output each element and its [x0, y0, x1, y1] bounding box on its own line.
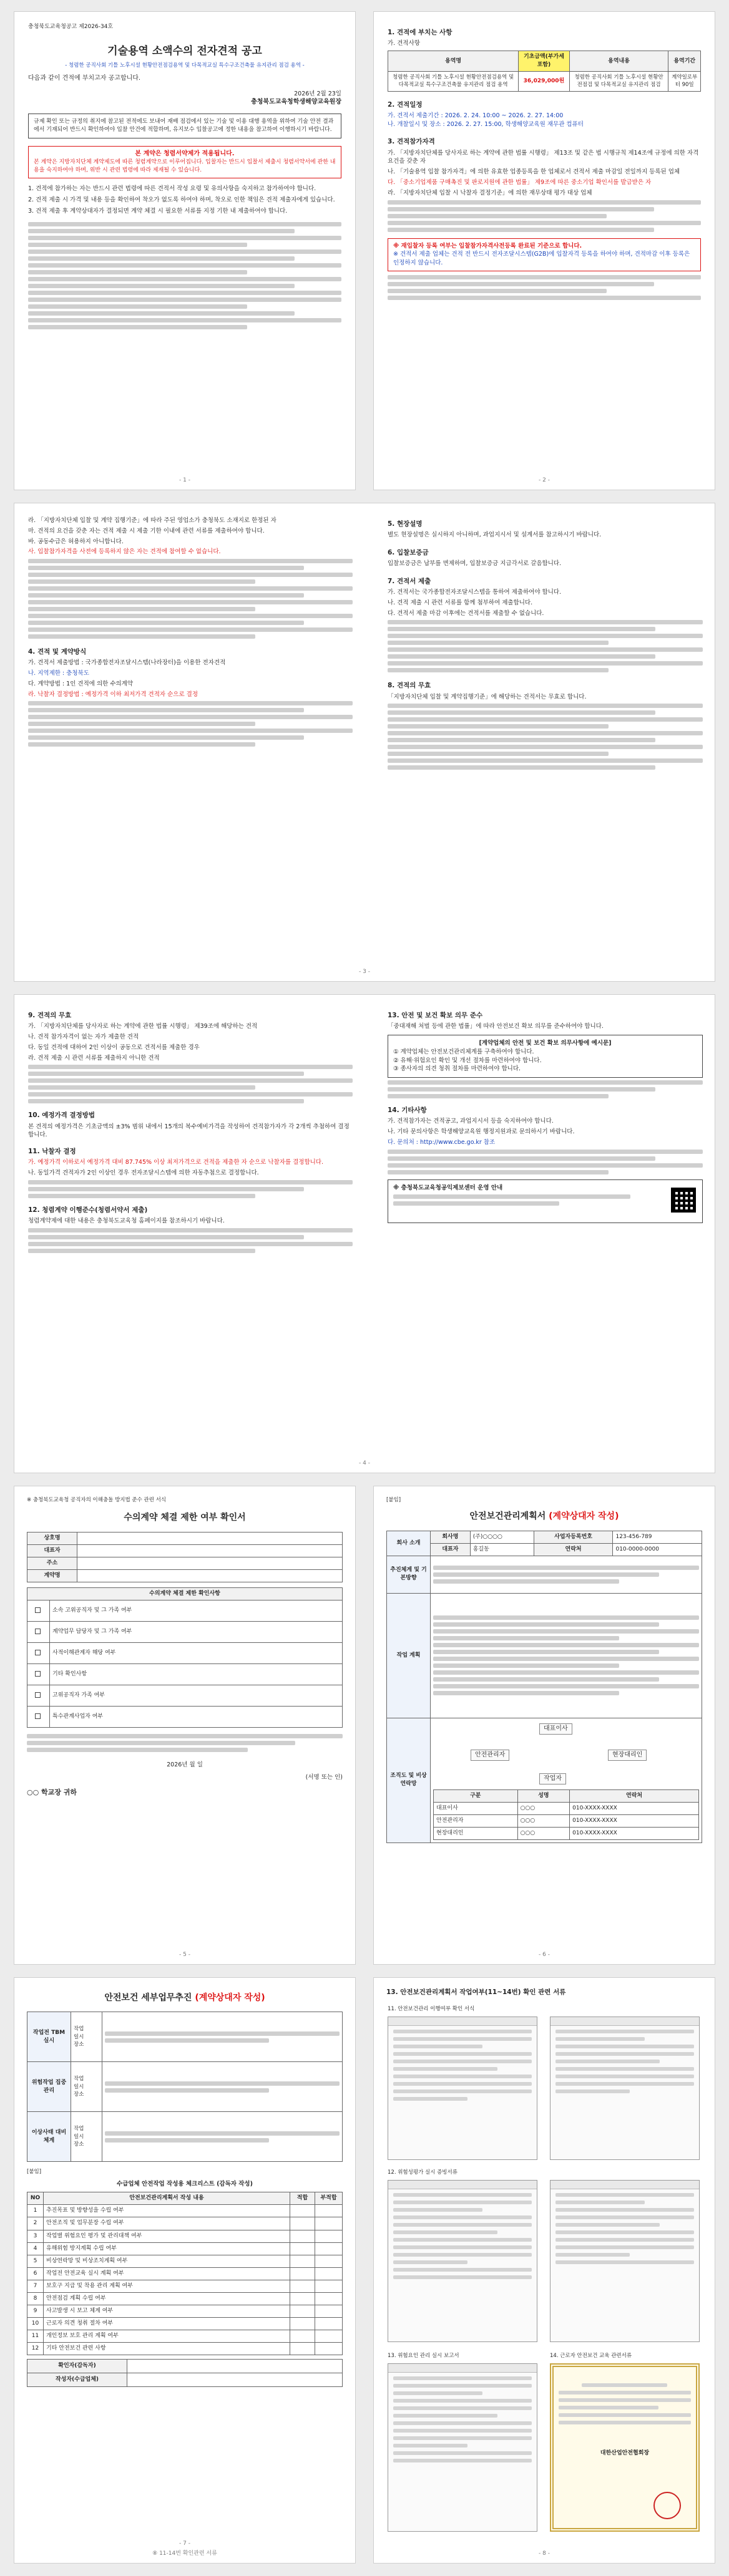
contact-cell: ○○○ [517, 1827, 570, 1839]
table-row [27, 1621, 343, 1642]
sign-label: (서명 또는 인) [305, 1773, 343, 1781]
section-5-text: 별도 현장설명은 실시하지 아니하며, 과업지시서 및 설계서를 참고하시기 바랍니다. [388, 531, 602, 539]
page-4-left-column [28, 1006, 353, 1256]
table-row [434, 1802, 699, 1814]
list-item: 가. 견적참가자는 견적공고, 과업지시서 등을 숙지하여야 합니다. [388, 1118, 554, 1125]
table-row [27, 1685, 343, 1706]
checklist-pass[interactable] [290, 2342, 315, 2355]
numbered-item: 2. 견적 제출 시 가격 및 내용 등을 확인하여 착오가 없도록 하여야 하며, 착오로 인한 책임은 견적 제출자에게 있습니다. [28, 196, 335, 204]
contact-cell: 010-XXXX-XXXX [570, 1827, 699, 1839]
sub-label: 장소 [74, 2091, 84, 2098]
checklist-fail[interactable] [315, 2305, 343, 2317]
form-note: ※ 충청북도교육청 공직자의 이해충돌 방지법 준수 관련 서식 [27, 1497, 167, 1503]
side-label: 조직도 및 비상연락망 [387, 1718, 431, 1842]
qualification-item: 다. 「중소기업제품 구매촉진 및 판로지원에 관한 법률」 제9조에 따른 중소기업 확인서를 발급받은 자 [388, 178, 652, 186]
addressee: ○○ 학교장 귀하 [27, 1788, 77, 1797]
detail-title [27, 1992, 343, 2004]
list-item: ① 계약업체는 안전보건관리체계를 구축하여야 합니다. [393, 1048, 534, 1055]
checklist-pass[interactable] [290, 2305, 315, 2317]
list-item: 가. 견적서 제출방법 : 국가종합전자조달시스템(나라장터)을 이용한 전자견적 [28, 659, 226, 667]
section-6-title: 6. 입찰보증금 [388, 548, 429, 556]
checklist-no: 2 [27, 2217, 44, 2230]
org-box: 대표이사 [539, 1723, 572, 1735]
contact-cell: 안전관리자 [434, 1814, 518, 1827]
evidence-caption: 13. 위험요인 관리 실시 보고서 [388, 2353, 459, 2359]
page-5 [14, 1486, 356, 1965]
detail-label: 위험작업 집중관리 [27, 2062, 71, 2112]
checklist-fail[interactable] [315, 2342, 343, 2355]
checklist-fail[interactable] [315, 2230, 343, 2242]
checklist-pass[interactable] [290, 2217, 315, 2230]
checklist-pass[interactable] [290, 2280, 315, 2292]
section-8-title: 8. 견적의 무효 [388, 682, 431, 690]
checklist-pass[interactable] [290, 2292, 315, 2305]
integrity-notice [28, 146, 341, 179]
checklist-row [27, 2317, 343, 2330]
checklist-fail[interactable] [315, 2267, 343, 2280]
body-text-placeholder [433, 1615, 699, 1695]
qualification-notes [388, 238, 701, 271]
seal-stamp [653, 2492, 681, 2519]
section-3-title: 3. 견적참가자격 [388, 138, 435, 146]
page-title: 기술용역 소액수의 전자견적 공고 [107, 45, 262, 58]
section-12-text: 청렴계약제에 대한 내용은 충청북도교육청 홈페이지를 참조하시기 바랍니다. [28, 1218, 225, 1224]
page-1 [14, 11, 356, 490]
page-number: - 8 - [539, 2550, 550, 2557]
org-box: 작업자 [539, 1773, 566, 1785]
side-label: 추진체계 및 기본방향 [387, 1556, 431, 1593]
section-12-title: 12. 청렴계약 이행준수(청렴서약서 제출) [28, 1206, 148, 1214]
section-1-sub: 가. 견적사항 [388, 40, 420, 47]
list-item: 나. 견적 제출 시 관련 서류를 함께 첨부하여 제출합니다. [388, 599, 533, 606]
page-number: - 7 - [179, 2540, 190, 2547]
contact-cell: 대표이사 [434, 1802, 518, 1814]
field-label: 사업자등록번호 [534, 1531, 613, 1543]
evidence-title: 13. 안전보건관리계획서 작업여부(11~14번) 확인 관련 서류 [386, 1988, 566, 1996]
sub-label: 일시 [74, 2033, 84, 2040]
evidence-caption: 12. 위험성평가 실시 증빙서류 [388, 2169, 457, 2176]
table-header: 용역명 [388, 51, 519, 71]
contact-cell: ○○○ [517, 1814, 570, 1827]
checklist-title: 수급업체 안전작업 작성용 체크리스트 (감독자 작성) [117, 2180, 253, 2187]
info-table [27, 1532, 343, 1582]
checklist-no: 7 [27, 2280, 44, 2292]
side-label: 회사 소개 [387, 1531, 431, 1556]
section-5-title: 5. 현장설명 [388, 520, 423, 528]
whistleblower-box [388, 1179, 703, 1223]
list-item: ③ 종사자의 의견 청취 절차를 마련하여야 합니다. [393, 1065, 521, 1073]
checklist-no: 6 [27, 2267, 44, 2280]
section-2-title: 2. 견적일정 [388, 100, 423, 109]
page-number: - 3 - [359, 968, 370, 975]
section-1-title: 1. 견적에 부치는 사항 [388, 29, 453, 36]
table-header: 용역내용 [569, 51, 668, 71]
org-name: 충청북도교육청학생해양교육원장 [251, 99, 341, 106]
check-item: 소속 고위공직자 및 그 가족 여부 [50, 1600, 343, 1621]
checklist-no: 5 [27, 2255, 44, 2267]
checklist-pass[interactable] [290, 2205, 315, 2217]
org-box: 안전관리자 [471, 1750, 509, 1761]
checklist-row [27, 2330, 343, 2342]
safety-duty-title: [계약업체의 안전 및 보건 확보 의무사항에 예시문] [479, 1039, 612, 1047]
contact-cell: ○○○ [517, 1802, 570, 1814]
table-header: 용역기간 [668, 51, 701, 71]
checklist-item: 작업별 위험요인 평가 및 관리대책 여부 [44, 2230, 290, 2242]
plan-table [386, 1531, 702, 1843]
plan-title [386, 1510, 702, 1523]
table-row [434, 1827, 699, 1839]
checklist-item: 기타 안전보건 관련 사항 [44, 2342, 290, 2355]
sub-label: 작업 [74, 2126, 84, 2133]
checklist-item: 비상연락망 및 비상조치계획 여부 [44, 2255, 290, 2267]
certificate-thumbnail [550, 2363, 700, 2532]
list-item: 라. 「지방자치단체 입찰 및 계약 집행기준」에 따라 주된 영업소가 충청북도 소재지로 한정된 자 [28, 517, 276, 524]
checklist-pass[interactable] [290, 2242, 315, 2255]
contact-cell: 현장대리인 [434, 1827, 518, 1839]
qualification-item: 나. 「기술용역 입찰 참가자격」에 의한 유효한 업종등록을 한 업체로서 견적서 제출 마감일 전일까지 등록된 업체 [388, 168, 680, 176]
schedule-item: 나. 개찰일시 및 장소 : 2026. 2. 27. 15:00, 학생해양교육원 재무관 컴퓨터 [388, 120, 584, 128]
info-value[interactable] [77, 1532, 343, 1544]
checklist-no: 1 [27, 2205, 44, 2217]
checklist-no: 12 [27, 2342, 44, 2355]
org-chart [433, 1721, 699, 1789]
table-cell: 36,029,000원 [519, 72, 570, 92]
evidence-caption: 11. 안전보건관리 이행여부 확인 서식 [388, 2006, 475, 2012]
list-item: 마. 견적의 요건을 갖춘 자는 견적 제출 시 제출 기한 이내에 관련 서류를 제출하여야 합니다. [28, 527, 265, 535]
list-item: 가. 견적서는 국가종합전자조달시스템을 통하여 제출하여야 합니다. [388, 589, 562, 596]
list-item: 나. 견적 참가자격이 없는 자가 제출한 견적 [28, 1033, 139, 1040]
body-text-placeholder [388, 1080, 703, 1098]
checklist-item: 작업전 안전교육 실시 계획 여부 [44, 2267, 290, 2280]
notice-number: 충청북도교육청공고 제2026-34호 [28, 24, 114, 30]
list-item: 다. 동일 견적에 대하여 2인 이상이 공동으로 견적서를 제출한 경우 [28, 1043, 200, 1051]
checklist-item: 근로자 의견 청취 절차 여부 [44, 2317, 290, 2330]
evidence-caption: 14. 근로자 안전보건 교육 관련서류 [550, 2353, 632, 2359]
table-row [27, 1706, 343, 1727]
estimate-table [388, 51, 701, 92]
checklist-fail[interactable] [315, 2217, 343, 2230]
checklist-fail[interactable] [315, 2205, 343, 2217]
checklist-row [27, 2342, 343, 2355]
list-item: 나. 지역제한 : 충청북도 [28, 670, 89, 677]
section-9-title: 9. 견적의 무효 [28, 1012, 72, 1019]
list-item: 라. 낙찰자 결정방법 : 예정가격 이하 최저가격 견적자 순으로 결정 [28, 690, 198, 698]
checklist-row [27, 2305, 343, 2317]
info-label: 주소 [27, 1557, 77, 1569]
contact-header: 연락처 [570, 1789, 699, 1802]
body-text-placeholder [433, 1566, 699, 1584]
body-text-placeholder [105, 2131, 340, 2143]
checklist-item: 안전점검 계획 수립 여부 [44, 2292, 290, 2305]
detail-label: 이상사태 대비 체계 [27, 2112, 71, 2162]
field-value: 010-0000-0000 [613, 1543, 702, 1556]
table-row [27, 1642, 343, 1663]
check-item: 계약업무 담당자 및 그 가족 여부 [50, 1621, 343, 1642]
section-6-text: 입찰보증금은 납부를 면제하며, 입찰보증금 지급각서로 갈음합니다. [388, 560, 562, 568]
list-item: ② 유해·위험요인 확인 및 개선 절차를 마련하여야 합니다. [393, 1057, 542, 1064]
checklist-row [27, 2217, 343, 2230]
body-text-placeholder [28, 222, 341, 329]
document-thumbnail [388, 2017, 537, 2160]
table-row [388, 72, 701, 92]
section-13-text: 「중대재해 처벌 등에 관한 법률」에 따라 안전보건 확보 의무를 준수하여야 합니다. [388, 1023, 604, 1030]
checklist-row [27, 2267, 343, 2280]
page-4-right-column [388, 1006, 703, 1223]
body-text-placeholder [388, 275, 701, 300]
page-7 [14, 1977, 356, 2564]
checklist-item: 개인정보 보호 관리 계획 여부 [44, 2330, 290, 2342]
checklist-fail[interactable] [315, 2317, 343, 2330]
document-thumbnail [550, 2180, 700, 2342]
org-box: 현장대리인 [608, 1750, 647, 1761]
bottom-caption: ⑧ 11-14번 확인관련 서류 [152, 2550, 217, 2557]
checklist-row [27, 2205, 343, 2217]
field-label: 연락처 [534, 1543, 613, 1556]
checklist-pass[interactable] [290, 2255, 315, 2267]
table-cell: 청렴한 공직사회 기틀 노후시설 현황안전점검용역 및 다목적교실 특수구조건축물 유지관리 점검 용역 [388, 72, 519, 92]
whistleblower-title: ※ 충청북도교육청공익제보센터 운영 안내 [393, 1184, 503, 1191]
body-text-placeholder [28, 1065, 353, 1103]
body-text-placeholder [388, 1150, 703, 1174]
document-thumbnail [550, 2017, 700, 2160]
checklist-no: 8 [27, 2292, 44, 2305]
contact-table [433, 1789, 699, 1840]
sub-label: 장소 [74, 2141, 84, 2147]
table-header: 기초금액(부가세포함) [519, 51, 570, 71]
sign-label: 작성자(수급업체) [27, 2373, 127, 2386]
section-4-title: 4. 견적 및 계약방식 [28, 648, 87, 656]
checklist-header: 부적합 [315, 2192, 343, 2205]
checkbox[interactable] [35, 1671, 41, 1677]
qualification-item: 라. 「지방자치단체 입찰 시 낙찰자 결정기준」에 의한 재무상태 평가 대상 업체 [388, 189, 592, 196]
contact-header: 성명 [517, 1789, 570, 1802]
document-thumbnail [388, 2180, 537, 2342]
checklist-pass[interactable] [290, 2267, 315, 2280]
checklist-no: 10 [27, 2317, 44, 2330]
page-3-right-column [388, 515, 703, 772]
page-number: - 2 - [539, 477, 550, 483]
checklist-item: 보호구 지급 및 착용 관리 계획 여부 [44, 2280, 290, 2292]
numbered-list [28, 185, 341, 215]
page-subtitle: - 청렴한 공직사회 기틀 노후시설 현황안전점검용역 및 다목적교실 특수구조건축물 유지관리 점검 용역 - [65, 62, 305, 69]
list-item: 다. 견적서 제출 마감 이후에는 견적서를 제출할 수 없습니다. [388, 609, 544, 617]
checklist-fail[interactable] [315, 2280, 343, 2292]
checkbox[interactable] [35, 1629, 41, 1634]
checklist-row [27, 2292, 343, 2305]
body-text-placeholder [28, 559, 353, 639]
list-item: 나. 기타 문의사항은 학생해양교육원 행정지원과로 문의하시기 바랍니다. [388, 1128, 575, 1136]
field-value: 홍길동 [470, 1543, 534, 1556]
integrity-notice-title: 본 계약은 청렴서약제가 적용됩니다. [135, 150, 235, 157]
checklist-row [27, 2280, 343, 2292]
document-thumbnail [388, 2363, 537, 2532]
page-4 [14, 994, 715, 1473]
sign-field[interactable] [127, 2373, 343, 2386]
body-text-placeholder [388, 200, 701, 232]
page-6 [373, 1486, 715, 1965]
checkbox[interactable] [35, 1713, 41, 1719]
contact-header: 구분 [434, 1789, 518, 1802]
detail-title-main: 안전보건 세부업무추진 [104, 1993, 192, 2003]
qualification-item: 가. 「지방자치단체를 당사자로 하는 계약에 관한 법률 시행령」 제13조 및 같은 법 시행규칙 제14조에 규정에 의한 자격요건을 갖춘 자 [388, 149, 699, 165]
plan-title-main: 안전보건관리계획서 [469, 1511, 546, 1522]
body-text-placeholder [27, 1734, 343, 1752]
safety-duty-box [388, 1035, 703, 1078]
info-value[interactable] [77, 1544, 343, 1557]
sub-label: 장소 [74, 2041, 84, 2048]
numbered-item: 3. 견적 제출 후 계약상대자가 결정되면 계약 체결 시 필요한 서류를 지정 기한 내 제출하여야 합니다. [28, 207, 288, 215]
checklist-row [27, 2230, 343, 2242]
schedule-item: 가. 견적서 제출기간 : 2026. 2. 24. 10:00 ~ 2026. 2. 27. 14:00 [388, 112, 564, 119]
integrity-notice-text: 본 계약은 지방자치단체 계약제도에 따른 청렴계약으로 이루어집니다. 입찰자는 반드시 입찰서 제출시 청렴서약서에 관한 내용을 숙지하여야 하며, 위반 시 관련 법령에 따라 제재될 수 있습니다. [34, 159, 336, 174]
intro-text: 다음과 같이 견적에 부치고자 공고합니다. [28, 75, 141, 82]
detail-label: 작업전 TBM 실시 [27, 2012, 71, 2062]
field-value: (주)○○○○ [470, 1531, 534, 1543]
checklist-pass[interactable] [290, 2330, 315, 2342]
checklist-header: NO [27, 2192, 44, 2205]
sign-label: 확인자(감독자) [27, 2359, 127, 2373]
sub-label: 작업 [74, 2026, 84, 2033]
checklist-row [27, 2255, 343, 2267]
check-item: 사적이해관계자 해당 여부 [50, 1642, 343, 1663]
sign-date: 2026년 월 일 [167, 1761, 203, 1768]
list-item: 사. 입찰참가자격을 사전에 등록하지 않은 자는 견적에 참여할 수 없습니다. [28, 548, 221, 556]
list-item: 나. 동일가격 견적자가 2인 이상인 경우 전자조달시스템에 의한 자동추첨으로 결정합니다. [28, 1169, 259, 1177]
checklist-row [27, 2242, 343, 2255]
check-table [27, 1587, 343, 1728]
checklist-item: 유해위험 방지계획 수립 여부 [44, 2242, 290, 2255]
section-8-text: 「지방자치단체 입찰 및 계약집행기준」에 해당하는 견적서는 무효로 합니다. [388, 693, 587, 700]
section-7-title: 7. 견적서 제출 [388, 577, 431, 585]
table-row [434, 1814, 699, 1827]
checklist-fail[interactable] [315, 2292, 343, 2305]
table-row [27, 1600, 343, 1621]
attachment-tag: [붙임] [27, 2169, 42, 2176]
sign-field[interactable] [127, 2359, 343, 2373]
form-title: 수의계약 체결 제한 여부 확인서 [124, 1513, 246, 1523]
body-text-placeholder [28, 1180, 353, 1198]
checklist-pass[interactable] [290, 2317, 315, 2330]
page-number: - 5 - [179, 1951, 190, 1958]
list-item: 가. 예정가격 이하로서 예정가격 대비 87.745% 이상 최저가격으로 견적을 제출한 자 순으로 낙찰자를 결정합니다. [28, 1159, 323, 1166]
list-item: 가. 「지방자치단체를 당사자로 하는 계약에 관한 법률 시행령」 제39조에 해당하는 견적 [28, 1023, 258, 1030]
side-label: 작업 계획 [387, 1593, 431, 1718]
list-item: 바. 공동수급은 허용하지 아니합니다. [28, 538, 124, 545]
sign-table [27, 2359, 343, 2387]
list-item: 다. 계약방법 : 1인 견적에 의한 수의계약 [28, 680, 134, 687]
check-header: 수의계약 체결 제한 확인사항 [27, 1587, 343, 1600]
body-text-placeholder [28, 701, 353, 747]
info-value[interactable] [77, 1557, 343, 1569]
info-label: 상호명 [27, 1532, 77, 1544]
info-label: 대표자 [27, 1544, 77, 1557]
checklist-header: 안전보건관리계획서 작성 내용 [44, 2192, 290, 2205]
detail-title-note: (계약상대자 작성) [195, 1993, 265, 2003]
checklist-item: 안전조직 및 업무분장 수립 여부 [44, 2217, 290, 2230]
section-10-title: 10. 예정가격 결정방법 [28, 1111, 95, 1120]
check-item: 기타 확인사항 [50, 1663, 343, 1685]
sub-label: 일시 [74, 2133, 84, 2140]
numbered-item: 1. 견적에 참가하는 자는 반드시 관련 법령에 따른 견적서 작성 요령 및 유의사항을 숙지하고 참가하여야 합니다. [28, 185, 316, 193]
page-3-left-column [28, 515, 353, 749]
body-text-placeholder [105, 2031, 340, 2043]
note-1: ※ 재입찰자 등록 여부는 입찰참가자격사전등록 완료된 기준으로 합니다. [393, 242, 582, 249]
page-number: - 4 - [359, 1460, 370, 1466]
note-2: ※ 견적서 제출 업체는 견적 전 반드시 전자조달시스템(G2B)에 입찰자격 등록을 하여야 하며, 견적마감 이후 등록은 인정하지 않습니다. [393, 251, 690, 267]
sub-label: 일시 [74, 2083, 84, 2090]
checkbox[interactable] [35, 1650, 41, 1655]
body-text-placeholder [105, 2081, 340, 2093]
checklist-item: 추진목표 및 방향성을 수립 여부 [44, 2205, 290, 2217]
checklist-header: 적합 [290, 2192, 315, 2205]
field-label: 대표자 [431, 1543, 471, 1556]
checklist-fail[interactable] [315, 2330, 343, 2342]
checkbox[interactable] [35, 1692, 41, 1698]
checklist-fail[interactable] [315, 2242, 343, 2255]
contact-cell: 010-XXXX-XXXX [570, 1814, 699, 1827]
checklist-no: 4 [27, 2242, 44, 2255]
checklist-pass[interactable] [290, 2230, 315, 2242]
attachment-tag: [붙임] [386, 1497, 401, 1503]
page-number: - 1 - [179, 477, 190, 483]
body-text-placeholder [388, 620, 703, 672]
checklist-table [27, 2192, 343, 2355]
checklist-no: 9 [27, 2305, 44, 2317]
list-item: 라. 견적 제출 시 관련 서류를 제출하지 아니한 견적 [28, 1054, 160, 1062]
certificate-issuer: 대한산업안전협회장 [600, 2450, 650, 2456]
checklist-no: 11 [27, 2330, 44, 2342]
sub-label: 작업 [74, 2076, 84, 2083]
checklist-fail[interactable] [315, 2255, 343, 2267]
table-cell: 계약일로부터 90일 [668, 72, 701, 92]
checklist-no: 3 [27, 2230, 44, 2242]
body-text-placeholder [28, 1228, 353, 1253]
plan-title-note: (계약상대자 작성) [549, 1511, 619, 1522]
check-item: 고위공직자 가족 여부 [50, 1685, 343, 1706]
field-label: 회사명 [431, 1531, 471, 1543]
body-text-placeholder [388, 704, 703, 770]
section-10-text: 본 견적의 예정가격은 기초금액의 ±3% 범위 내에서 15개의 복수예비가격을 작성하여 견적참가자가 각 2개씩 추첨하여 결정합니다. [28, 1123, 350, 1139]
table-cell: 청렴한 공직사회 기틀 노후시설 현황안전점검 및 다목적교실 유지관리 점검 [569, 72, 668, 92]
checklist-item: 사고발생 시 보고 체계 여부 [44, 2305, 290, 2317]
detail-table [27, 2012, 343, 2162]
section-13-title: 13. 안전 및 보건 확보 의무 준수 [388, 1012, 483, 1019]
contact-cell: 010-XXXX-XXXX [570, 1802, 699, 1814]
table-row [27, 1663, 343, 1685]
list-item: 다. 문의처 : http://www.cbe.go.kr 참조 [388, 1138, 496, 1146]
page-8 [373, 1977, 715, 2564]
field-value: 123-456-789 [613, 1531, 702, 1543]
info-label: 계약명 [27, 1569, 77, 1582]
section-14-title: 14. 기타사항 [388, 1106, 427, 1115]
check-item: 특수관계사업자 여부 [50, 1706, 343, 1727]
date: 2026년 2월 23일 [294, 90, 341, 97]
page-2 [373, 11, 715, 490]
qr-code-icon [671, 1188, 696, 1213]
page-3 [14, 503, 715, 982]
page-number: - 6 - [539, 1951, 550, 1958]
summary-box: 규제 확인 또는 규정의 취지에 참고된 전적에도 보내어 재배 점검에서 있는 기술 및 이용 대행 용역을 위하여 기술 안전 결과에서 기재되어 반드시 확인하여야 입찰 안건에 적합하며, 유지보수 입찰공고에 정한 내용을 참고하여 이행하시기 바랍니다. [28, 114, 341, 138]
section-11-title: 11. 낙찰자 결정 [28, 1148, 76, 1156]
info-value[interactable] [77, 1569, 343, 1582]
checkbox[interactable] [35, 1607, 41, 1613]
